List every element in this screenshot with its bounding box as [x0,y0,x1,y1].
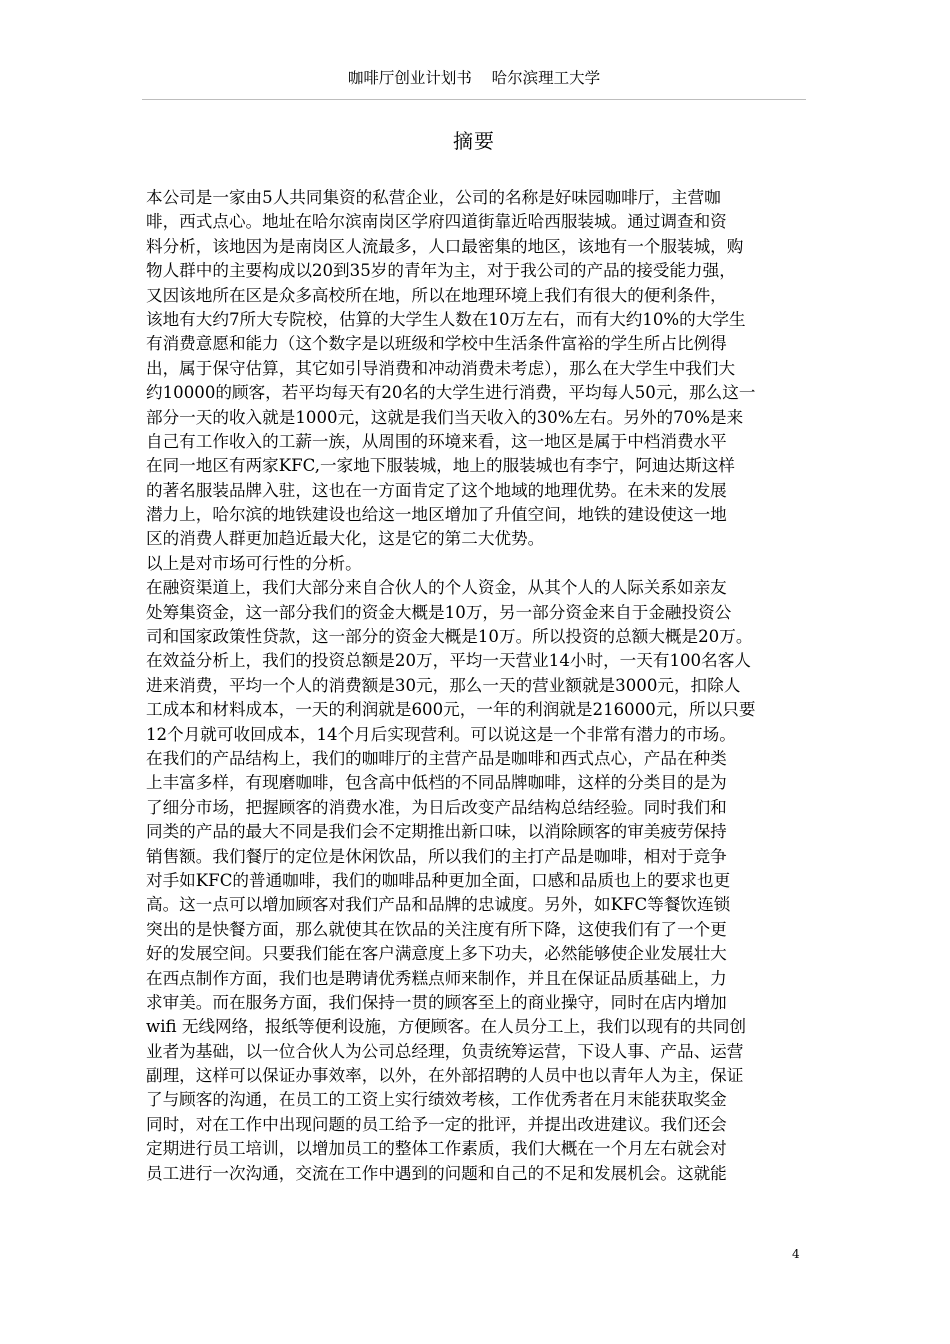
text-line: 出，属于保守估算，其它如引导消费和冲动消费未考虑），那么在大学生中我们大 [146,358,736,378]
abstract-body [146,186,822,1186]
text-line: 潜力上，哈尔滨的地铁建设也给这一地区增加了升值空间，地铁的建设使这一地 [146,505,727,525]
text-line: 副理，这样可以保证办事效率，以外，在外部招聘的人员中也以青年人为主，保证 [146,1066,744,1086]
text-line: 的著名服装品牌入驻，这也在一方面肯定了这个地域的地理优势。在未来的发展 [146,480,727,500]
text-line: 好的发展空间。只要我们能在客户满意度上多下功夫，必然能够使企业发展壮大 [146,944,727,964]
text-line: 突出的是快餐方面，那么就使其在饮品的关注度有所下降，这使我们有了一个更 [146,919,727,939]
text-line: 约10000的顾客，若平均每天有20名的大学生进行消费，平均每人50元，那么这一 [146,383,756,403]
text-line: wifi 无线网络，报纸等便利设施，方便顾客。在人员分工上，我们以现有的共同创 [146,1017,747,1037]
text-line: 司和国家政策性贷款，这一部分的资金大概是10万。所以投资的总额大概是20万。 [146,627,753,647]
text-line: 12个月就可收回成本，14个月后实现营利。可以说这是一个非常有潜力的市场。 [146,724,736,744]
text-line: 区的消费人群更加趋近最大化，这是它的第二大优势。 [146,529,545,549]
text-line: 物人群中的主要构成以20到35岁的青年为主，对于我公司的产品的接受能力强， [146,261,736,281]
text-line: 在同一地区有两家KFC,一家地下服装城，地上的服装城也有李宁，阿迪达斯这样 [146,456,735,476]
text-line: 在融资渠道上，我们大部分来自合伙人的个人资金，从其个人的人际关系如亲友 [146,578,727,598]
text-line: 又因该地所在区是众多高校所在地，所以在地理环境上我们有很大的便利条件， [146,285,727,305]
text-line: 销售额。我们餐厅的定位是休闲饮品，所以我们的主打产品是咖啡，相对于竞争 [146,846,727,866]
text-line: 员工进行一次沟通，交流在工作中遇到的问题和自己的不足和发展机会。这就能 [146,1163,727,1183]
text-line: 部分一天的收入就是1000元，这就是我们当天收入的30%左右。另外的70%是来 [146,407,744,427]
text-line: 有消费意愿和能力（这个数字是以班级和学校中生活条件富裕的学生所占比例得 [146,334,727,354]
text-line: 在西点制作方面，我们也是聘请优秀糕点师来制作，并且在保证品质基础上，力 [146,968,727,988]
text-line: 在效益分析上，我们的投资总额是20万，平均一天营业14小时，一天有100名客人 [146,651,751,671]
text-line: 以上是对市场可行性的分析。 [146,553,362,573]
text-line: 该地有大约7所大专院校，估算的大学生人数在10万左右，而有大约10%的大学生 [146,309,746,329]
text-line: 进来消费，平均一个人的消费额是30元，那么一天的营业额就是3000元，扣除人 [146,675,741,695]
text-line: 定期进行员工培训，以增加员工的整体工作素质，我们大概在一个月左右就会对 [146,1139,727,1159]
text-line: 同类的产品的最大不同是我们会不定期推出新口味，以消除顾客的审美疲劳保持 [146,822,727,842]
text-line: 了细分市场，把握顾客的消费水准，为日后改变产品结构总结经验。同时我们和 [146,797,727,817]
text-line: 了与顾客的沟通，在员工的工资上实行绩效考核，工作优秀者在月末能获取奖金 [146,1090,727,1110]
text-line: 自己有工作收入的工薪一族，从周围的环境来看，这一地区是属于中档消费水平 [146,431,727,451]
section-title: 摘要 [453,129,495,153]
text-line: 求审美。而在服务方面，我们保持一贯的顾客至上的商业操守，同时在店内增加 [146,992,727,1012]
text-line: 处筹集资金，这一部分我们的资金大概是10万，另一部分资金来自于金融投资公 [146,602,732,622]
page-header: 咖啡厅创业计划书 哈尔滨理工大学 [347,69,601,87]
text-line: 本公司是一家由5人共同集资的私营企业，公司的名称是好味园咖啡厅，主营咖 [146,188,721,207]
text-line: 啡，西式点心。地址在哈尔滨南岗区学府四道街靠近哈西服装城。通过调查和资 [146,212,727,232]
text-line: 料分析，该地因为是南岗区人流最多，人口最密集的地区，该地有一个服装城，购 [146,236,744,256]
text-line: 同时，对在工作中出现问题的员工给予一定的批评，并提出改进建议。我们还会 [146,1114,727,1134]
text-line: 高。这一点可以增加顾客对我们产品和品牌的忠诚度。另外，如KFC等餐饮连锁 [146,895,731,915]
header-divider [142,99,806,100]
text-line: 在我们的产品结构上，我们的咖啡厅的主营产品是咖啡和西式点心，产品在种类 [146,748,727,768]
text-line: 业者为基础，以一位合伙人为公司总经理，负责统筹运营，下设人事、产品、运营 [146,1041,744,1061]
text-line: 上丰富多样，有现磨咖啡，包含高中低档的不同品牌咖啡，这样的分类目的是为 [146,773,727,793]
text-line: 工成本和材料成本，一天的利润就是600元，一年的利润就是216000元，所以只要 [146,700,756,720]
text-line: 对手如KFC的普通咖啡，我们的咖啡品种更加全面，口感和品质也上的要求也更 [146,870,731,890]
page-number: 4 [792,1247,800,1261]
